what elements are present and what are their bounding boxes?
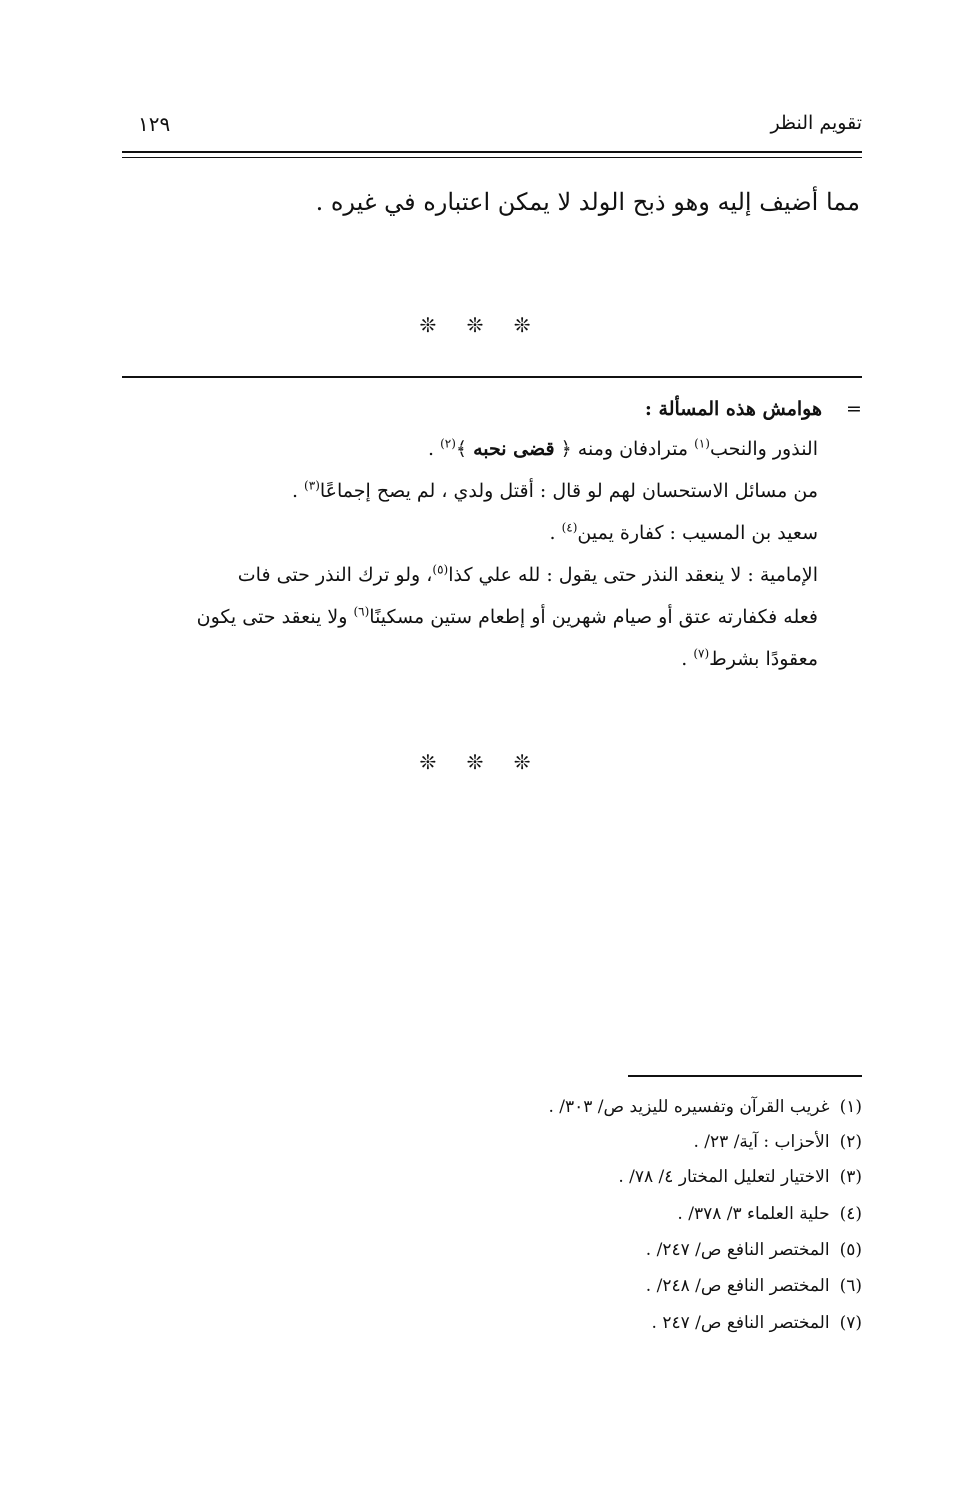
footnote-number: (٤) — [839, 1204, 862, 1224]
footnote-text: المختصر النافع ص/ ٢٤٧/ . — [645, 1240, 830, 1260]
footnote-text: غريب القرآن وتفسيره لليزيد ص/ ٣٠٣/ . — [548, 1097, 830, 1117]
footnote-text: حلية العلماء ٣/ ٣٧٨/ . — [677, 1204, 830, 1224]
footnote-ref[interactable]: (٥) — [432, 562, 449, 577]
footnote — [646, 1240, 862, 1260]
footnote-number: (٣) — [839, 1167, 862, 1187]
running-header — [122, 112, 862, 142]
footnote-number: (٧) — [839, 1313, 862, 1333]
footnote-number: (١) — [839, 1097, 862, 1117]
continuation-marker: = — [846, 398, 862, 420]
footnote — [548, 1097, 862, 1117]
footnote-ref[interactable]: (٢) — [440, 436, 456, 451]
footnote — [646, 1276, 862, 1296]
section-ornament-bottom: ❊ ❊ ❊ — [419, 750, 543, 774]
body-paragraph: مما أضيف إليه وهو ذبح الولد لا يمكن اعتباره في غيره . — [315, 188, 860, 216]
notes-heading: هوامش هذه المسألة : — [644, 398, 822, 420]
footnote-text: المختصر النافع ص/ ٢٤٧ . — [651, 1313, 830, 1333]
footnote-ref[interactable]: (١) — [694, 436, 710, 451]
footnote-ref[interactable]: (٦) — [353, 604, 370, 619]
footnote-number: (٥) — [839, 1240, 862, 1260]
note-line: النذور والنحب$^{(١)}$ مترادفان ومنه ﴿ قضى نحبه ﴾$^{(٢)}$ . — [427, 436, 818, 460]
footnote — [652, 1313, 862, 1333]
footnote-text: المختصر النافع ص/ ٢٤٨/ . — [645, 1276, 830, 1296]
footnote-ref[interactable]: (٣) — [304, 478, 320, 493]
note-line: معقودًا بشرط$^{(٧)}$ . — [681, 646, 818, 670]
footnote-number: (٢) — [839, 1132, 862, 1152]
section-ornament-top: ❊ ❊ ❊ — [419, 313, 543, 337]
note-line: فعله فكفارته عتق أو صيام شهرين أو إطعام ستين مسكينًا$^{(٦)}$ ولا ينعقد حتى يكون — [196, 604, 818, 628]
footnote — [693, 1132, 862, 1152]
footnote-number: (٦) — [839, 1276, 862, 1296]
note-line: سعيد بن المسيب : كفارة يمين$^{(٤)}$ . — [549, 520, 818, 544]
footnote-ref[interactable]: (٤) — [561, 520, 578, 535]
footnote — [677, 1204, 862, 1224]
footnote — [618, 1167, 862, 1187]
footnote-text: الأحزاب : آية/ ٢٣/ . — [693, 1132, 830, 1152]
header-rule-thick — [122, 151, 862, 153]
quran-quote: قضى نحبه — [473, 438, 555, 460]
header-rule-thin — [122, 157, 862, 158]
footnote-text: الاختيار لتعليل المختار ٤/ ٧٨/ . — [618, 1167, 830, 1187]
note-line: من مسائل الاستحسان لهم لو قال : أقتل ولدي ، لم يصح إجماعًا$^{(٣)}$ . — [291, 478, 818, 502]
footnote-ref[interactable]: (٧) — [693, 646, 710, 661]
footnote-rule — [628, 1075, 862, 1077]
note-line: الإمامية : لا ينعقد النذر حتى يقول : لله علي كذا$^{(٥)}$، ولو ترك النذر حتى فات — [237, 562, 818, 586]
chapter-title: تقويم النظر — [770, 112, 862, 134]
page-number: ١٢٩ — [138, 112, 171, 136]
notes-separator-rule — [122, 376, 862, 378]
